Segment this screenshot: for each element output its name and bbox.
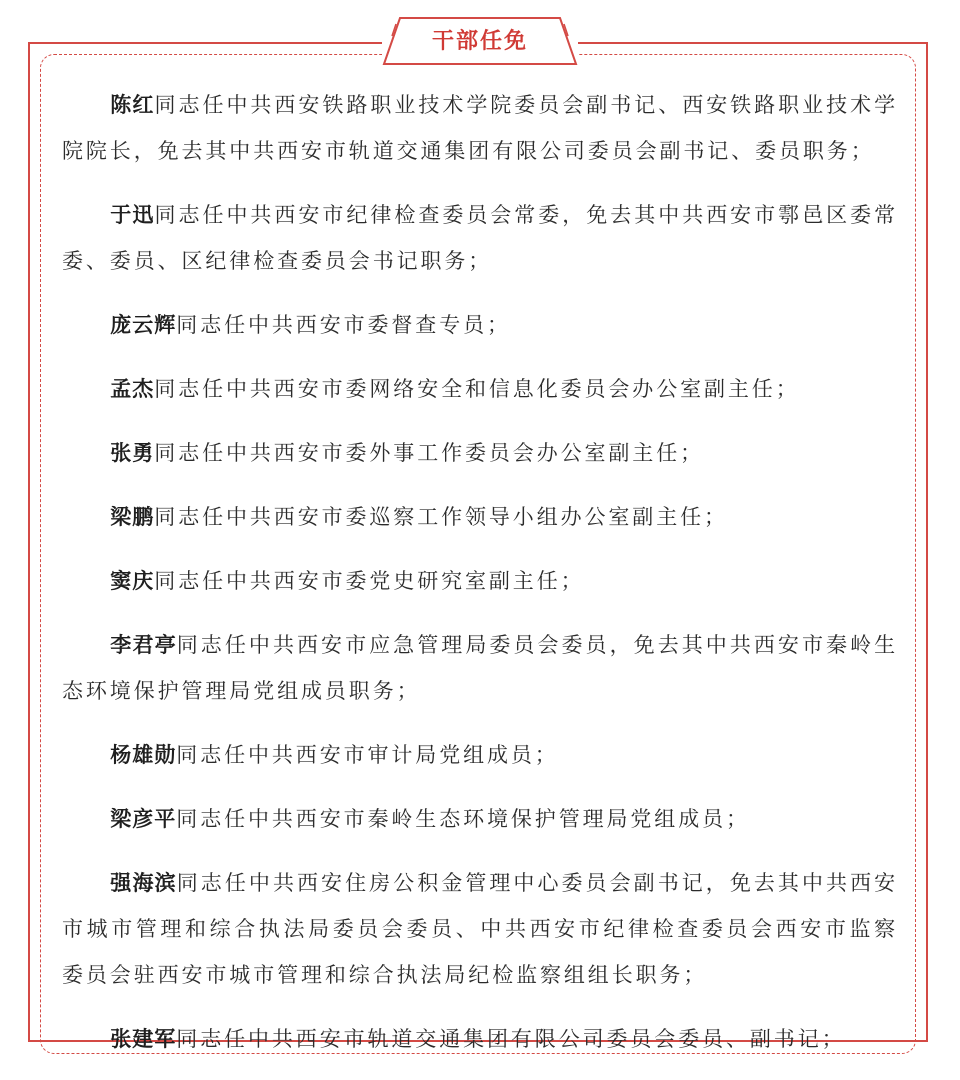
appointment-text: 同志任中共西安市秦岭生态环境保护管理局党组成员； [176, 807, 750, 831]
appointments-list [62, 82, 898, 1080]
person-name: 李君亭 [110, 633, 177, 657]
appointment-entry [62, 558, 898, 604]
appointment-text: 同志任中共西安市应急管理局委员会委员，免去其中共西安市秦岭生态环境保护管理局党组成员职务； [62, 633, 899, 703]
appointment-entry [62, 494, 898, 540]
appointment-text: 同志任中共西安市委网络安全和信息化委员会办公室副主任； [154, 377, 800, 401]
appointment-entry [62, 732, 898, 778]
appointment-text: 同志任中共西安市审计局党组成员； [176, 743, 559, 767]
section-header-tab [382, 14, 578, 72]
appointment-text: 同志任中共西安市轨道交通集团有限公司委员会委员、副书记； [176, 1027, 846, 1051]
appointment-entry [62, 82, 898, 174]
appointment-entry [62, 622, 898, 714]
appointment-text: 同志任中共西安市纪律检查委员会常委，免去其中共西安市鄠邑区委常委、委员、区纪律检查委员会书记职务； [62, 203, 899, 273]
appointment-entry [62, 302, 898, 348]
appointment-text: 同志任中共西安市委巡察工作领导小组办公室副主任； [154, 505, 728, 529]
appointment-text: 同志任中共西安市委督查专员； [176, 313, 511, 337]
person-name: 强海滨 [110, 871, 177, 895]
appointment-text: 同志任中共西安铁路职业技术学院委员会副书记、西安铁路职业技术学院院长，免去其中共西安市轨道交通集团有限公司委员会副书记、委员职务； [62, 93, 899, 163]
person-name: 窦庆 [110, 569, 155, 593]
person-name: 张勇 [110, 441, 155, 465]
section-title: 干部任免 [431, 29, 528, 54]
appointment-text: 同志任中共西安市委外事工作委员会办公室副主任； [154, 441, 704, 465]
person-name: 于迅 [110, 203, 155, 227]
person-name: 陈红 [110, 93, 155, 117]
appointment-text: 同志任中共西安市委党史研究室副主任； [154, 569, 585, 593]
person-name: 杨雄勋 [110, 743, 177, 767]
person-name: 庞云辉 [110, 313, 177, 337]
appointment-entry [62, 1016, 898, 1062]
appointment-entry [62, 366, 898, 412]
person-name: 梁彦平 [110, 807, 177, 831]
person-name: 孟杰 [110, 377, 155, 401]
appointment-text: 同志任中共西安住房公积金管理中心委员会副书记，免去其中共西安市城市管理和综合执法局委员会委员、中共西安市纪律检查委员会西安市监察委员会驻西安市城市管理和综合执法局纪检监察组组长职务； [62, 871, 899, 987]
person-name: 梁鹏 [110, 505, 155, 529]
appointment-entry [62, 796, 898, 842]
appointment-entry [62, 192, 898, 284]
person-name: 张建军 [110, 1027, 177, 1051]
appointment-entry [62, 430, 898, 476]
appointment-entry [62, 860, 898, 998]
